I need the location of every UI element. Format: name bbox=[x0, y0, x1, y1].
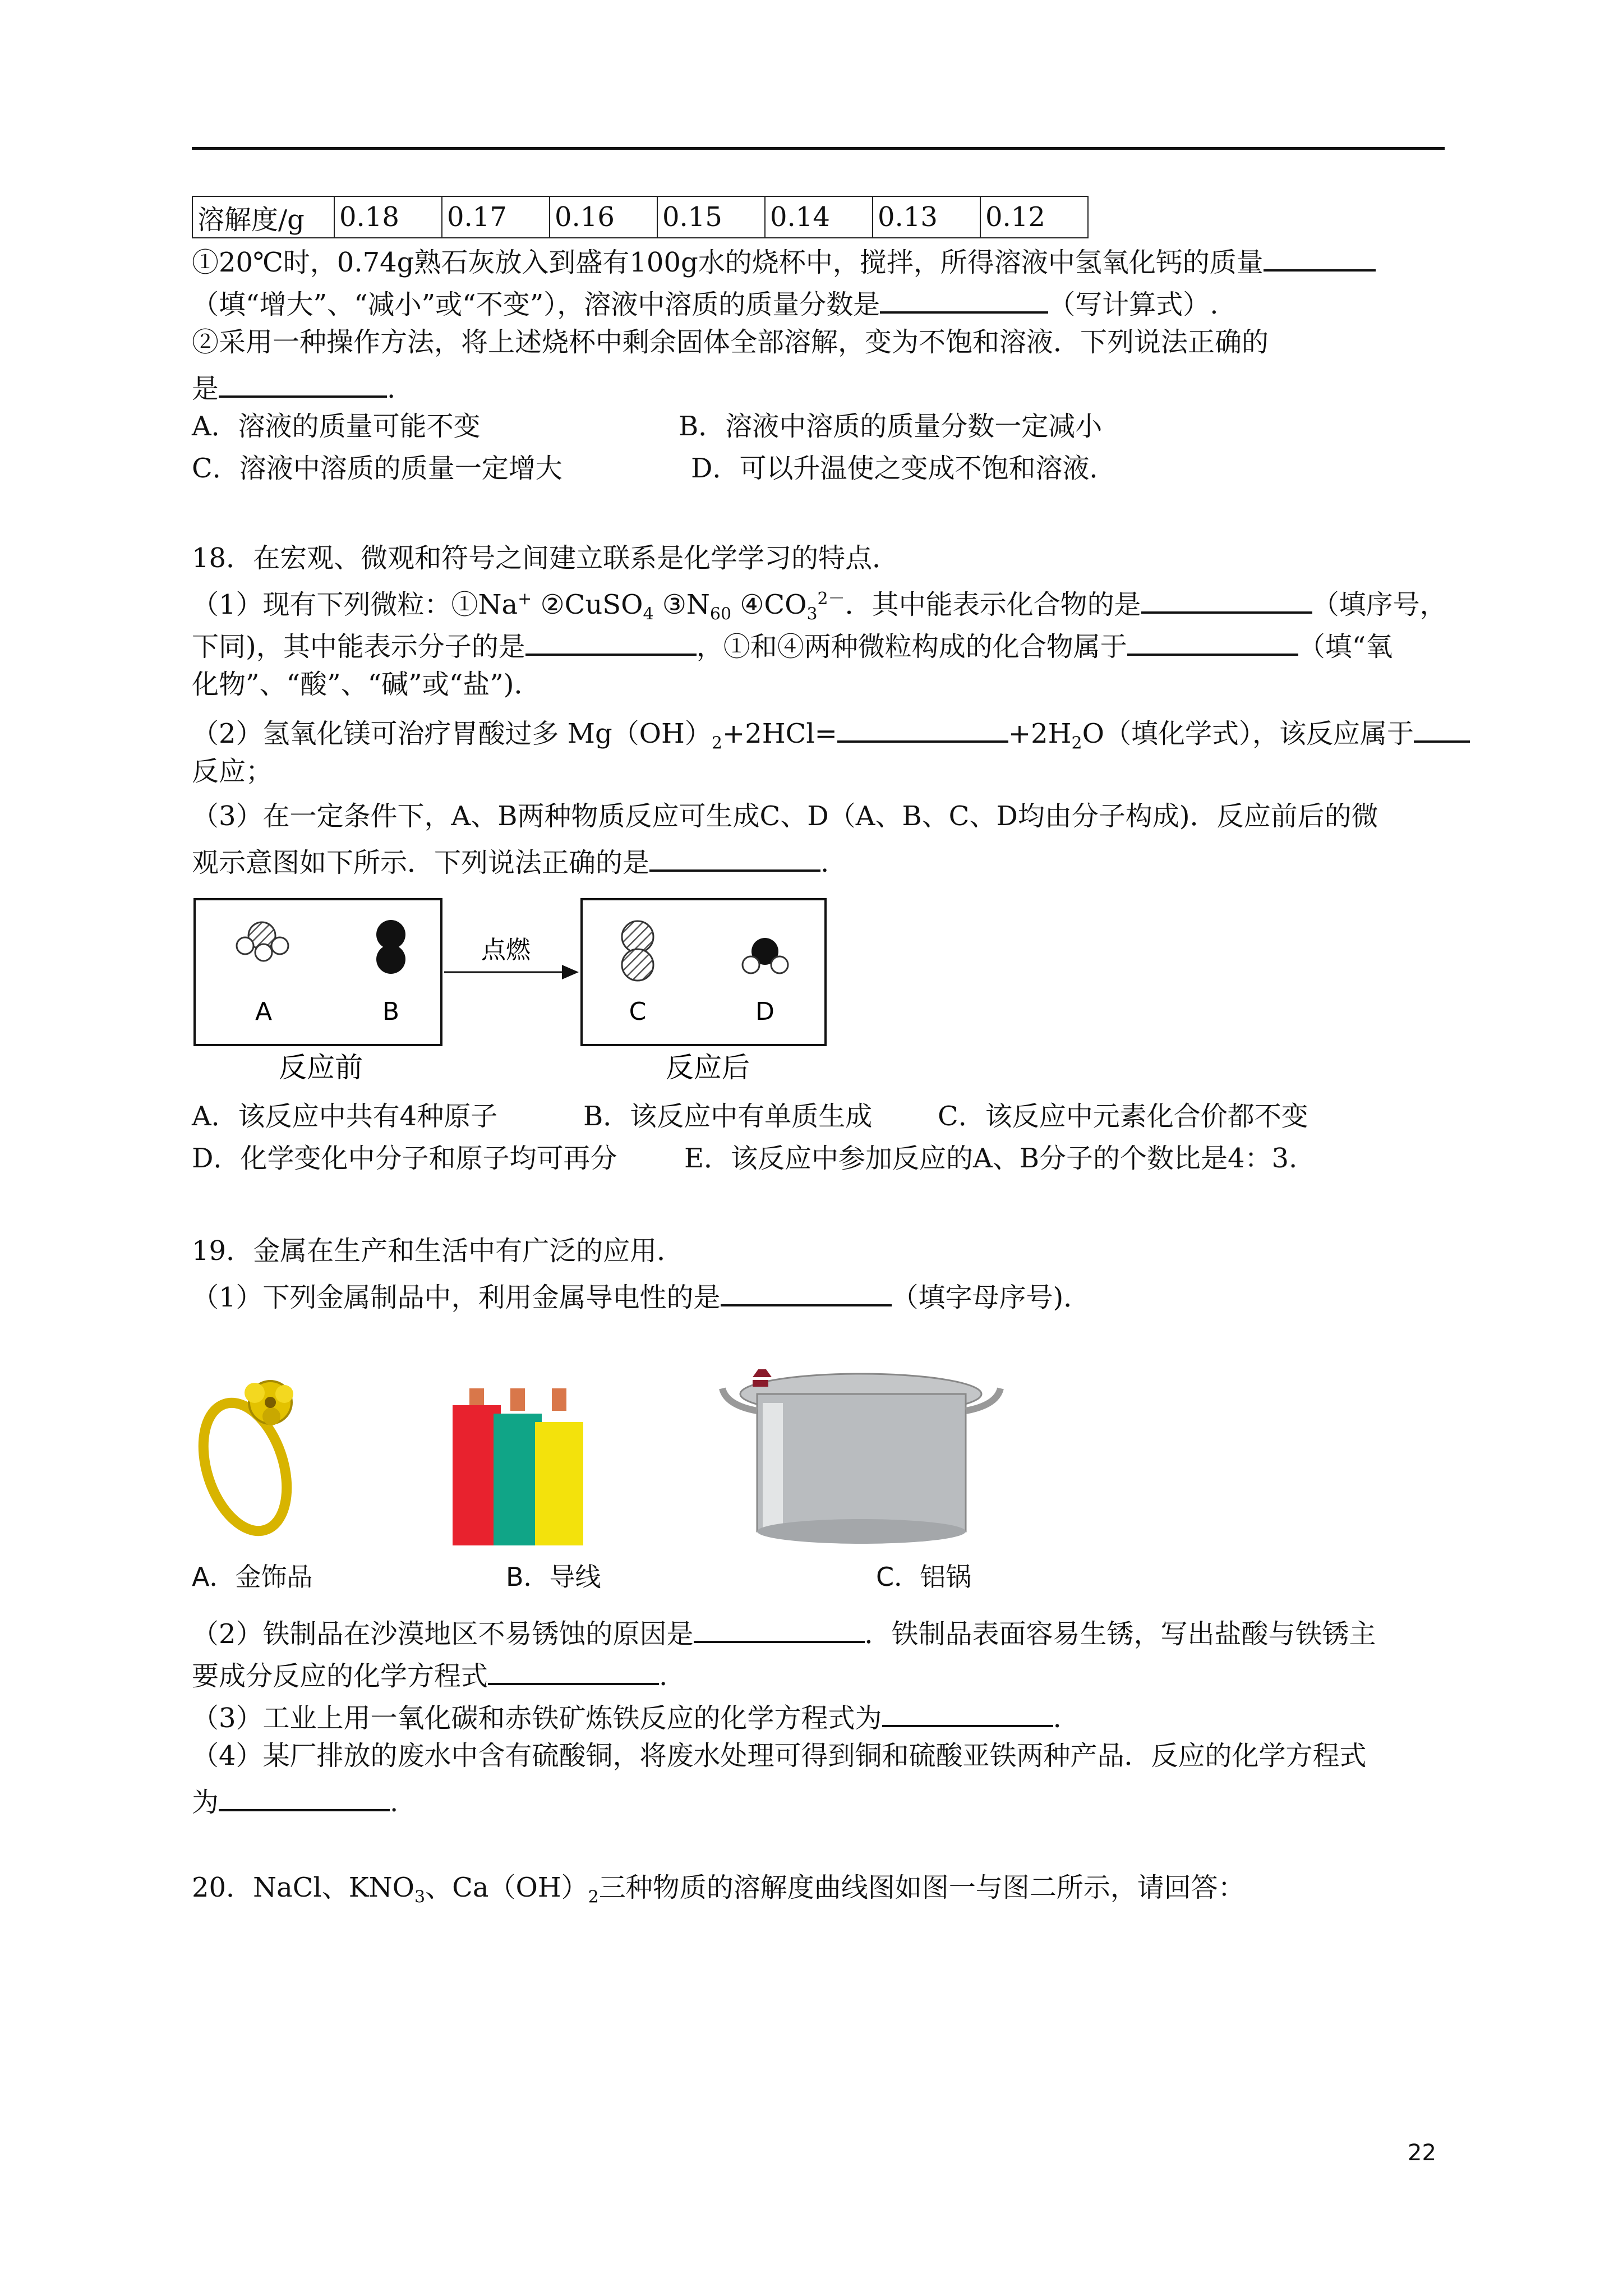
caption-a: A．金饰品 bbox=[192, 1562, 313, 1592]
answer-blank[interactable] bbox=[219, 367, 387, 398]
q19-line5: （4）某厂排放的废水中含有硫酸铜，将废水处理可得到铜和硫酸亚铁两种产品．反应的化学方程式 bbox=[192, 1740, 1367, 1772]
answer-blank[interactable] bbox=[649, 841, 820, 872]
q17-line1: ①20℃时，0.74g熟石灰放入到盛有100g水的烧杯中，搅拌，所得溶液中氢氧化钙的质量 bbox=[192, 241, 1376, 279]
label-c: C bbox=[629, 997, 647, 1026]
arrow-icon bbox=[444, 965, 579, 979]
table-header-cell: 溶解度/g bbox=[192, 196, 334, 238]
metal-products-figure bbox=[192, 1349, 1033, 1596]
q18-line5: 反应； bbox=[192, 756, 273, 787]
answer-blank[interactable] bbox=[1264, 241, 1376, 272]
q19-line2: （2）铁制品在沙漠地区不易锈蚀的原因是 ．铁制品表面容易生锈，写出盐酸与铁锈主 bbox=[192, 1613, 1376, 1651]
q19-line1: （1）下列金属制品中，利用金属导电性的是 （填字母序号)． bbox=[192, 1276, 1090, 1314]
answer-blank[interactable] bbox=[837, 712, 1008, 743]
q19-title: 19．金属在生产和生活中有广泛的应用． bbox=[192, 1235, 684, 1267]
q19-line6: 为 . bbox=[192, 1781, 398, 1819]
q18-option-d: D．化学变化中分子和原子均可再分 bbox=[192, 1143, 617, 1174]
q20-title: 20．NaCl、$KNO_3$、$Ca(OH)_2$三种物质的溶解度曲线图如图一与图二所示，请回答： bbox=[192, 1872, 1245, 1907]
table-cell: 0.14 bbox=[765, 196, 873, 238]
table-cell: 0.13 bbox=[873, 196, 980, 238]
after-box bbox=[582, 899, 826, 1045]
q19-line4: （3）工业上用一氧化碳和赤铁矿炼铁反应的化学方程式为 . bbox=[192, 1697, 1062, 1735]
q17-line4: 是 . bbox=[192, 367, 395, 406]
answer-blank[interactable] bbox=[1141, 583, 1312, 614]
table-cell: 0.18 bbox=[334, 196, 442, 238]
table-cell: 0.16 bbox=[550, 196, 657, 238]
caption-c: C．铝锅 bbox=[876, 1562, 972, 1592]
q17-line3: ②采用一种操作方法，将上述烧杯中剩余固体全部溶解，变为不饱和溶液．下列说法正确的 bbox=[192, 326, 1269, 358]
solubility-table bbox=[192, 196, 1089, 238]
label-a: A bbox=[255, 997, 273, 1026]
answer-blank[interactable] bbox=[882, 1697, 1053, 1727]
q18-option-a: A．该反应中共有4种原子 bbox=[192, 1101, 498, 1132]
answer-blank[interactable] bbox=[1127, 625, 1298, 656]
q18-line6: （3）在一定条件下，A、B两种物质反应可生成C、D（A、B、C、D均由分子构成)．反应前后的微 bbox=[192, 800, 1378, 832]
label-d: D bbox=[755, 997, 774, 1026]
answer-blank[interactable] bbox=[488, 1655, 659, 1685]
table-row bbox=[192, 196, 1088, 238]
reaction-diagram bbox=[192, 896, 831, 1087]
answer-blank[interactable] bbox=[219, 1781, 390, 1811]
q18-line7: 观示意图如下所示．下列说法正确的是 . bbox=[192, 841, 829, 880]
aluminum-pot-image bbox=[722, 1369, 1000, 1544]
caption-b: B．导线 bbox=[506, 1562, 601, 1592]
q18-line1: （1）现有下列微粒：①Na+ ②CuSO$_4$ $③N_{60}$ $④CO_3^{2-}$．其中能表示化合物的是 （填序号， bbox=[192, 583, 1447, 622]
q19-line3: 要成分反应的化学方程式 . bbox=[192, 1655, 667, 1693]
q17-option-a: A．溶液的质量可能不变 bbox=[192, 411, 481, 442]
q18-option-c: C．该反应中元素化合价都不变 bbox=[938, 1101, 1308, 1132]
label-b: B bbox=[382, 997, 400, 1026]
q18-line3: 化物”、“酸”、“碱”或“盐”)． bbox=[192, 669, 541, 700]
q17-option-d: D．可以升温使之变成不饱和溶液． bbox=[691, 453, 1117, 484]
answer-blank[interactable] bbox=[525, 625, 697, 656]
answer-blank[interactable] bbox=[1414, 712, 1470, 743]
answer-blank[interactable] bbox=[694, 1613, 865, 1643]
q18-option-b: B．该反应中有单质生成 bbox=[583, 1101, 873, 1132]
table-cell: 0.17 bbox=[442, 196, 550, 238]
arrow-condition: 点燃 bbox=[481, 936, 531, 964]
q18-title: 18．在宏观、微观和符号之间建立联系是化学学习的特点． bbox=[192, 542, 900, 574]
header-rule bbox=[192, 147, 1445, 150]
before-box bbox=[195, 899, 441, 1045]
table-cell: 0.12 bbox=[980, 196, 1088, 238]
q17-option-c: C．溶液中溶质的质量一定增大 bbox=[192, 453, 562, 484]
answer-blank[interactable] bbox=[721, 1276, 892, 1306]
table-cell: 0.15 bbox=[657, 196, 765, 238]
answer-blank[interactable] bbox=[880, 283, 1048, 314]
before-caption: 反应前 bbox=[279, 1051, 363, 1084]
q17-line2: （填“增大”、“减小”或“不变”），溶液中溶质的质量分数是 （写计算式）. bbox=[192, 283, 1219, 321]
gold-ring-image bbox=[192, 1381, 302, 1542]
after-caption: 反应后 bbox=[666, 1051, 750, 1084]
q18-line2: 下同)，其中能表示分子的是 ，①和④两种微粒构成的化合物属于 （填“氧 bbox=[192, 625, 1393, 664]
q18-option-e: E．该反应中参加反应的A、B分子的个数比是4：3. bbox=[684, 1143, 1298, 1174]
q18-line4: （2）氢氧化镁可治疗胃酸过多 $Mg(OH)_2+2HCl= +2H_2O$（填化学式），该反应属于 bbox=[192, 712, 1470, 751]
wires-image bbox=[453, 1388, 583, 1545]
page-number: 22 bbox=[1408, 2140, 1436, 2166]
q17-option-b: B．溶液中溶质的质量分数一定减小 bbox=[679, 411, 1103, 442]
